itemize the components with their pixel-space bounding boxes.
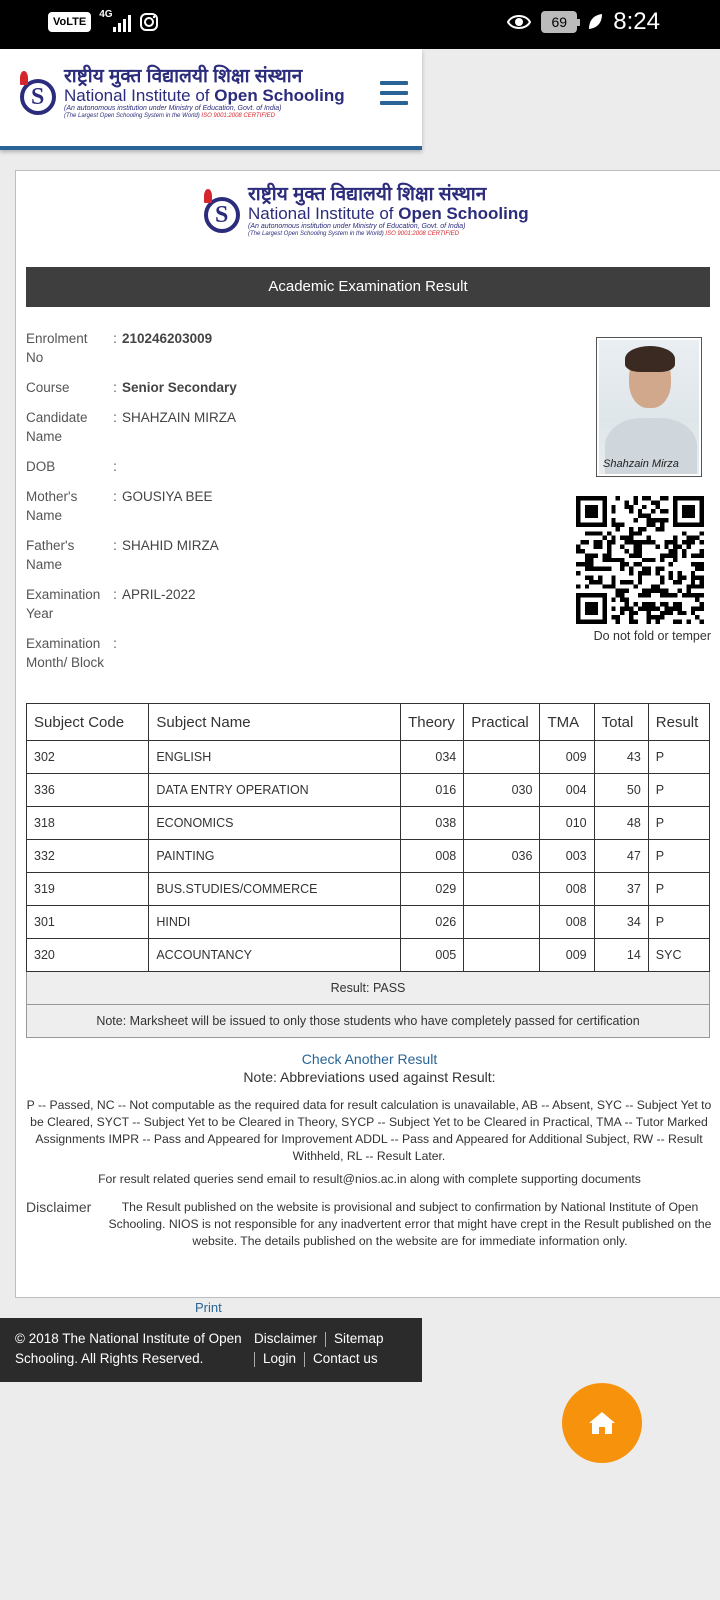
table-cell: 010 xyxy=(540,807,594,840)
table-cell: 319 xyxy=(27,873,149,906)
card-logo-english-name: National Institute of Open Schooling xyxy=(248,204,529,223)
footer-links xyxy=(254,1329,414,1369)
col-subject-code: Subject Code xyxy=(27,704,149,741)
card-logo-mark: S xyxy=(202,189,242,235)
field-label: Course xyxy=(26,380,70,395)
table-cell: 003 xyxy=(540,840,594,873)
field-value: GOUSIYA BEE xyxy=(122,489,213,504)
marks-table xyxy=(26,703,710,1038)
table-cell: 47 xyxy=(594,840,648,873)
field-label: Examination Year xyxy=(26,587,101,621)
field-exam-month: Examination Month/ Block : xyxy=(26,636,117,670)
clock: 8:24 xyxy=(613,8,660,35)
table-cell: 008 xyxy=(540,873,594,906)
table-cell: 016 xyxy=(401,774,464,807)
field-father-name: Father's Name : SHAHID MIRZA xyxy=(26,538,219,572)
field-course: Course : Senior Secondary xyxy=(26,380,237,395)
table-cell: 004 xyxy=(540,774,594,807)
col-tma: TMA xyxy=(540,704,594,741)
table-cell: 036 xyxy=(464,840,540,873)
site-footer xyxy=(0,1318,422,1382)
table-cell xyxy=(464,741,540,774)
table-cell: 038 xyxy=(401,807,464,840)
col-practical: Practical xyxy=(464,704,540,741)
table-cell: 302 xyxy=(27,741,149,774)
table-cell: 332 xyxy=(27,840,149,873)
home-button[interactable] xyxy=(562,1383,642,1463)
disclaimer-text: The Result published on the website is provisional and subject to confirmation by National Institute of Open Schooling. NIOS is not responsible for any inadvertent error that might have crept in the Result published on the website. The details published on the website are for immediate information only. xyxy=(108,1200,712,1248)
table-cell: 336 xyxy=(27,774,149,807)
table-cell: 030 xyxy=(464,774,540,807)
field-label: Mother's Name xyxy=(26,489,78,523)
field-value: SHAHZAIN MIRZA xyxy=(122,410,237,425)
table-cell: 318 xyxy=(27,807,149,840)
field-value: 210246203009 xyxy=(122,331,213,346)
nios-logo-mark: S xyxy=(18,71,58,117)
table-cell: 34 xyxy=(594,906,648,939)
status-left xyxy=(48,9,159,32)
field-label: DOB xyxy=(26,459,56,474)
field-label: Candidate Name xyxy=(26,410,88,444)
table-cell: 008 xyxy=(401,840,464,873)
table-row xyxy=(27,807,710,840)
marksheet-note-row xyxy=(27,1005,710,1038)
result-summary: Result: PASS xyxy=(27,972,710,1005)
result-summary-row xyxy=(27,972,710,1005)
table-cell: 034 xyxy=(401,741,464,774)
result-title: Academic Examination Result xyxy=(26,267,710,307)
card-logo xyxy=(202,185,529,238)
table-cell: DATA ENTRY OPERATION xyxy=(149,774,401,807)
table-cell: P xyxy=(648,906,709,939)
footer-link-contact[interactable]: Contact us xyxy=(313,1351,378,1366)
marksheet-note: Note: Marksheet will be issued to only those students who have completely passed for certification xyxy=(27,1005,710,1038)
table-cell: 029 xyxy=(401,873,464,906)
check-another-result-link[interactable]: Check Another Result xyxy=(301,1051,438,1067)
table-cell xyxy=(464,873,540,906)
footer-link-login[interactable]: Login xyxy=(263,1351,297,1366)
table-cell xyxy=(464,939,540,972)
candidate-info xyxy=(26,329,446,683)
status-right xyxy=(507,8,660,36)
signal-icon xyxy=(99,9,131,32)
print-link[interactable]: Print xyxy=(195,1300,222,1315)
table-cell: 14 xyxy=(594,939,648,972)
table-row xyxy=(27,873,710,906)
table-row xyxy=(27,840,710,873)
nios-logo[interactable] xyxy=(18,67,345,120)
network-type: 4G xyxy=(99,9,113,20)
table-cell: P xyxy=(648,741,709,774)
status-bar xyxy=(0,0,720,49)
footer-link-disclaimer[interactable]: Disclaimer xyxy=(254,1331,318,1346)
table-cell: 008 xyxy=(540,906,594,939)
col-subject-name: Subject Name xyxy=(149,704,401,741)
table-row xyxy=(27,741,710,774)
table-cell: ECONOMICS xyxy=(149,807,401,840)
field-candidate-name: Candidate Name : SHAHZAIN MIRZA xyxy=(26,410,237,444)
card-logo-tagline: (The Largest Open Schooling System in the World) ISO 9001:2008 CERTIFIED xyxy=(248,231,459,237)
card-logo-subtitle: (An autonomous institution under Ministry of Education, Govt. of India) xyxy=(248,223,466,230)
col-theory: Theory xyxy=(401,704,464,741)
field-label: Father's Name xyxy=(26,538,75,572)
abbreviations-text: P -- Passed, NC -- Not computable as the required data for result calculation is unavailable, AB -- Absent, SYC -- Subject Yet to be Cleared, SYCT -- Subject Yet to be Cleared in Theory, SYCP -- Subject Yet to be Cleared in Practical, TMA -- Tutor Marked Assignments IMPR -- Pass and Appeared for Improvement ADDL -- Pass and Appeared for Additional Subject, RW -- Result Withheld, RL -- Result Later. xyxy=(26,1098,712,1163)
qr-note: Do not fold or temper xyxy=(593,629,711,643)
candidate-photo xyxy=(596,337,702,477)
table-cell xyxy=(464,807,540,840)
table-cell: P xyxy=(648,873,709,906)
eye-icon xyxy=(507,13,531,31)
logo-tagline: (The Largest Open Schooling System in the World) ISO 9001:2008 CERTIFIED xyxy=(64,113,275,119)
email-note: For result related queries send email to result@nios.ac.in along with complete supporting documents xyxy=(98,1172,641,1186)
col-total: Total xyxy=(594,704,648,741)
logo-english-name: National Institute of Open Schooling xyxy=(64,86,345,105)
hamburger-icon[interactable] xyxy=(380,81,408,111)
table-row xyxy=(27,906,710,939)
table-cell: 009 xyxy=(540,939,594,972)
table-cell: P xyxy=(648,840,709,873)
table-cell: ENGLISH xyxy=(149,741,401,774)
table-cell: 48 xyxy=(594,807,648,840)
field-enrolment: Enrolment No : 210246203009 xyxy=(26,331,213,365)
card-logo-hindi-name: राष्ट्रीय मुक्त विद्यालयी शिक्षा संस्थान xyxy=(248,184,487,205)
table-row xyxy=(27,939,710,972)
table-cell: ACCOUNTANCY xyxy=(149,939,401,972)
table-cell: HINDI xyxy=(149,906,401,939)
table-cell: 50 xyxy=(594,774,648,807)
disclaimer-label: Disclaimer xyxy=(26,1199,92,1215)
instagram-icon xyxy=(139,12,159,32)
table-cell: 026 xyxy=(401,906,464,939)
abbreviations-title: Note: Abbreviations used against Result: xyxy=(243,1069,496,1085)
table-cell: 009 xyxy=(540,741,594,774)
volte-indicator: VoLTE xyxy=(48,12,91,32)
col-result: Result xyxy=(648,704,709,741)
table-cell: SYC xyxy=(648,939,709,972)
table-header-row xyxy=(27,704,710,741)
table-row xyxy=(27,774,710,807)
table-cell xyxy=(464,906,540,939)
field-value: APRIL-2022 xyxy=(122,587,196,602)
field-label: Enrolment No xyxy=(26,331,88,365)
field-dob: DOB : xyxy=(26,459,117,474)
footer-link-sitemap[interactable]: Sitemap xyxy=(334,1331,384,1346)
disclaimer xyxy=(26,1199,716,1250)
field-value: Senior Secondary xyxy=(122,380,237,395)
table-cell: 37 xyxy=(594,873,648,906)
logo-hindi-name: राष्ट्रीय मुक्त विद्यालयी शिक्षा संस्थान xyxy=(64,66,303,87)
battery-indicator: 69 xyxy=(541,11,577,33)
qr-code xyxy=(576,496,704,624)
field-value: SHAHID MIRZA xyxy=(122,538,219,553)
photo-signature: Shahzain Mirza xyxy=(603,458,679,470)
field-exam-year: Examination Year : APRIL-2022 xyxy=(26,587,196,621)
footer-copyright: © 2018 The National Institute of Open Schooling. All Rights Reserved. xyxy=(15,1331,242,1366)
field-mother-name: Mother's Name : GOUSIYA BEE xyxy=(26,489,213,523)
table-cell: BUS.STUDIES/COMMERCE xyxy=(149,873,401,906)
table-cell: 301 xyxy=(27,906,149,939)
table-cell: P xyxy=(648,807,709,840)
result-card xyxy=(15,170,720,1298)
table-cell: 43 xyxy=(594,741,648,774)
site-header xyxy=(0,49,422,150)
table-cell: 320 xyxy=(27,939,149,972)
field-label: Examination Month/ Block xyxy=(26,636,105,670)
table-cell: 005 xyxy=(401,939,464,972)
table-cell: PAINTING xyxy=(149,840,401,873)
home-icon xyxy=(587,1410,617,1436)
table-cell: P xyxy=(648,774,709,807)
leaf-icon xyxy=(587,13,603,31)
logo-subtitle: (An autonomous institution under Ministry of Education, Govt. of India) xyxy=(64,105,282,112)
